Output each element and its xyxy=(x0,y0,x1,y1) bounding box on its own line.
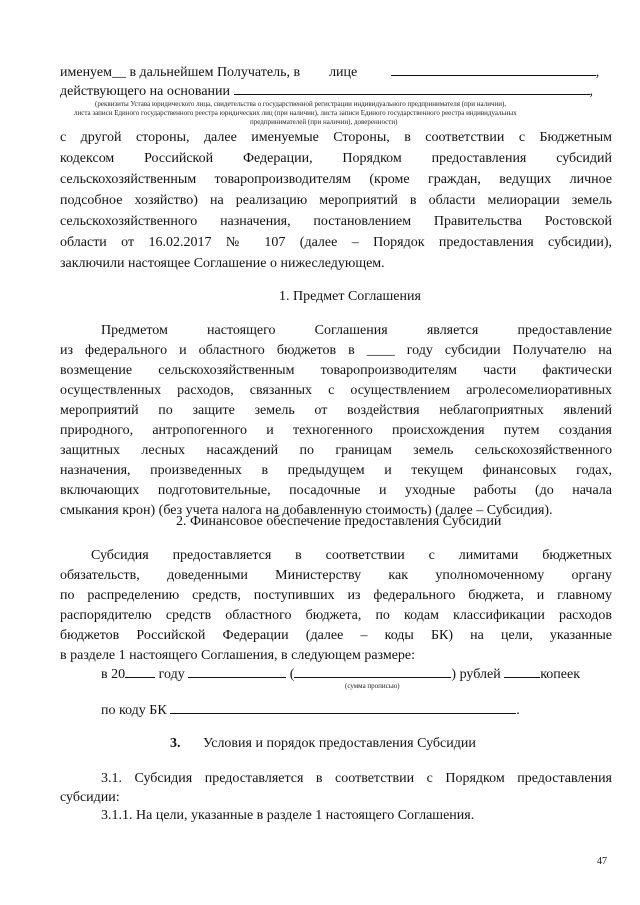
basis-line: действующего на основании , xyxy=(60,81,612,101)
section-3-title: Условия и порядок предоставления Субсидии xyxy=(203,736,476,751)
bk-line: по коду БК . xyxy=(101,700,612,720)
section-2-line: бюджетов Российской Федерации (далее – коды БК) на цели, указанные xyxy=(60,628,612,643)
section-2-line: в разделе 1 настоящего Соглашения, в следующем размере: xyxy=(60,648,416,663)
section-3-number: 3. xyxy=(170,736,181,751)
section-1-line: включающих подготовительные, посадочные и уходные работы (до начала xyxy=(60,483,612,498)
section-1-line: осуществленных расходов, связанных с осуществлением агролесомелиоративных xyxy=(60,383,612,398)
intro-line: сельскохозяйственного назначения, постановлением Правительства Ростовской xyxy=(60,214,612,229)
section-2-line: Субсидия предоставляется в соответствии с лимитами бюджетных xyxy=(91,548,612,563)
intro-line: заключили настоящее Соглашение о нижеследующем. xyxy=(60,256,385,271)
person-blank[interactable] xyxy=(391,62,596,76)
section-2-line: по распределению средств, поступивших из федерального бюджета, и главному xyxy=(60,588,612,603)
section-2-line: распорядителю средств областного бюджета, по кодам классификации расходов xyxy=(60,608,612,623)
basis-note-1: (реквизиты Устава юридического лица, свидетельства о государственной регистрации индивидуального предпринимателя (при наличии), xyxy=(95,100,507,108)
amount-line: в 20 году ( ) рублей копеек xyxy=(101,664,612,684)
intro-line: подсобное хозяйство) на реализацию мероприятий в области мелиорации земель xyxy=(60,193,612,208)
recipient-text: именуем__ в дальнейшем Получатель, в xyxy=(60,65,301,80)
section-1-line: смыкания крон) (без учета налога на добавленную стоимость) (далее – Субсидия). xyxy=(60,503,553,518)
page-number: 47 xyxy=(597,856,607,867)
section-1-line: Предметом настоящего Соглашения является предоставление xyxy=(101,323,612,338)
year-blank[interactable] xyxy=(125,664,155,678)
bk-blank[interactable] xyxy=(170,700,516,714)
person-label: лице xyxy=(329,65,358,80)
intro-line: сельскохозяйственным товаропроизводителям (кроме граждан, ведущих личное xyxy=(60,172,612,187)
amount-words-blank[interactable] xyxy=(294,664,451,678)
section-1-title: 1. Предмет Соглашения xyxy=(279,289,421,304)
intro-line: с другой стороны, далее именуемые Стороны, в соответствии с Бюджетным xyxy=(60,130,612,145)
section-2-line: обязательств, доведенными Министерству как уполномоченному органу xyxy=(60,568,612,583)
kopecks-blank[interactable] xyxy=(504,664,540,678)
clause-3-1-cont: субсидии: xyxy=(60,790,120,805)
basis-blank[interactable] xyxy=(234,81,590,95)
basis-note-3: предпринимателей (при наличии), доверенности) xyxy=(250,118,398,126)
intro-line: кодексом Российской Федерации, Порядком предоставления субсидий xyxy=(60,151,612,166)
section-1-line: природного, антропогенного и техногенного происхождения путем создания xyxy=(60,423,612,438)
section-1-line: защитных лесных насаждений по границам земель сельскохозяйственного xyxy=(60,443,612,458)
amount-words-note: (сумма прописью) xyxy=(345,682,400,690)
basis-note-2: листа записи Единого государственного реестра юридических лиц (при наличии), листа записи Единого государственного реестра индивидуальных xyxy=(74,109,517,117)
section-1-line: из федерального и областного бюджетов в ____ году субсидии Получателю на xyxy=(60,343,612,358)
intro-line: области от 16.02.2017 № 107 (далее – Порядок предоставления субсидии), xyxy=(60,235,612,250)
basis-text: действующего на основании xyxy=(60,84,231,99)
clause-3-1-1: 3.1.1. На цели, указанные в разделе 1 настоящего Соглашения. xyxy=(101,808,475,823)
section-1-line: назначения, произведенных в предыдущем и текущем финансовых годах, xyxy=(60,463,612,478)
section-1-line: мероприятий по защите земель от воздействия неблагоприятных явлений xyxy=(60,403,612,418)
clause-3-1: 3.1. Субсидия предоставляется в соответствии с Порядком предоставления xyxy=(101,771,612,786)
bk-label: по коду БК xyxy=(101,703,167,718)
recipient-line: именуем__ в дальнейшем Получатель, в лице , xyxy=(60,62,612,82)
section-2-title: 2. Финансовое обеспечение предоставления Субсидии xyxy=(176,514,502,529)
section-1-line: возмещение сельскохозяйственным товаропроизводителям части фактически xyxy=(60,363,612,378)
amount-blank[interactable] xyxy=(188,664,286,678)
